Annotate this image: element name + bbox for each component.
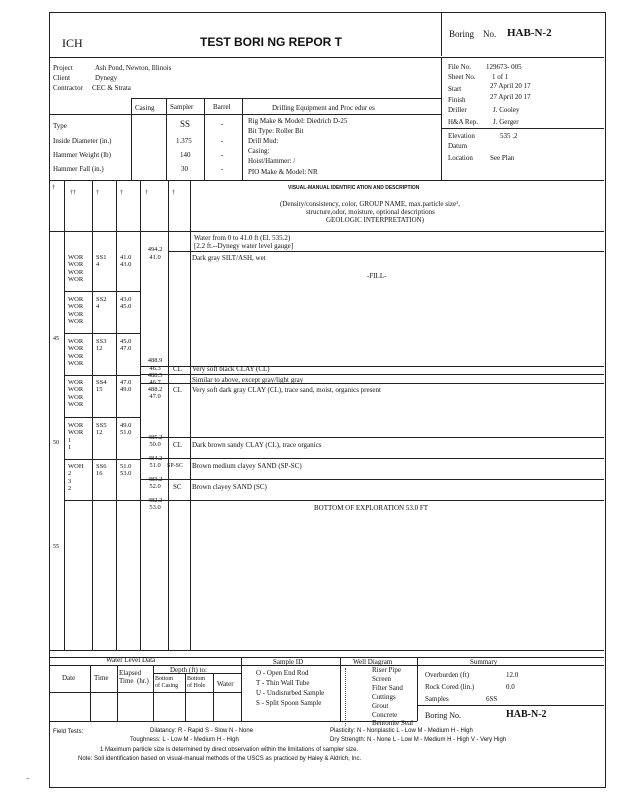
dry-strength-legend: Dry Strength: N - None L - Low M - Medium H - High V - Very High [330,737,507,743]
sample-6-blows: WOH 2 3 2 [68,463,84,492]
sample-1-blows: WOR WOR WOR WOR [68,254,84,283]
stratum-4-depth: 47.0 [149,393,161,400]
sheet-value: 1 of 1 [492,73,509,81]
boring-id: HAB-N-2 [507,27,552,39]
sample-4-blows: WOR WOR WOR WOR [68,379,84,408]
contractor-label: Contractor [53,84,83,92]
sample-6-depth: 51.0 53.0 [120,463,132,478]
stratum-2-symbol: CL [173,365,182,373]
side-footer-text: † [27,777,32,780]
stratum-3-desc: Similar to above, except gray/light gray [192,376,304,384]
depth-tick-50: 50 [53,440,59,446]
well-bentonite-seal: Bentonite Seal [372,719,414,727]
well-filter-sand: Filter Sand [372,684,403,692]
stratum-4-symbol: CL [173,386,182,394]
equip-barrel-weight: - [221,151,224,159]
sample-id-title: Sample ID [273,658,304,666]
stratum-8-elev: 482.2 [147,497,163,504]
casing-note: Casing: [248,147,270,155]
rep-value: J. Gerger [493,118,519,126]
col-sampler: Sampler [170,103,194,111]
overburden-label: Overburden (ft) [425,671,470,679]
depth-tick-55: 55 [53,544,59,550]
pio-make: PIO Make & Model: NR [248,168,318,176]
driller-value: J. Cooley [493,106,520,114]
contractor-value: CEC & Strata [92,84,131,92]
equip-barrel-diameter: - [221,137,224,145]
well-concrete: Concrete [372,711,398,719]
project-value: Ash Pond, Newton, Illinois [95,64,172,72]
stratum-6-desc: Brown medium clayey SAND (SP-SC) [192,462,302,470]
col-header-uscs: † [172,190,175,196]
description-line1: (Density/consistency, color, GROUP NAME, max.particle size¹, [280,200,460,208]
water-level-title: Water Level Data [106,656,156,664]
well-screen: Screen [372,675,392,683]
stratum-2-desc: Very soft black CLAY (CL) [192,365,270,373]
water-note-line2: [2.2 ft.--Dynegy water level gauge] [194,242,294,250]
col-header-recovery: † [120,190,123,196]
col-header-elev: † [145,190,148,196]
equip-sampler-diameter: 1.375 [176,137,192,145]
sample-id-open-end-rod: O - Open End Rod [256,669,309,677]
samples-value: 6SS [486,695,498,703]
sample-1-id: SS1 4 [96,254,107,269]
footer-boring-no-label: Boring No. [425,711,461,720]
sample-4-depth: 47.0 49.0 [120,379,132,394]
sample-2-depth: 43.0 45.0 [120,296,132,311]
file-no-label: File No. [448,63,471,71]
field-tests-label: Field Tests: [53,729,84,735]
client-label: Client [53,74,71,82]
col-header-blows: †† [70,190,76,196]
sample-3-id: SS3 12 [96,338,107,353]
boring-no-label: No. [483,29,497,39]
water-water-label: Water [217,680,234,688]
equip-label-diameter: Inside Diameter (in.) [53,137,112,145]
water-bottom-casing: Bottom of Casing [155,676,179,689]
stratum-6-depth: 51.0 [149,462,161,469]
equip-sampler-fall: 30 [181,165,188,173]
page-title: TEST BORI NG REPOR T [200,35,343,49]
well-grout: Grout [372,702,389,710]
description-line3: GEOLOGIC INTERPRETATION) [326,216,425,224]
stratum-7-desc: Brown clayey SAND (SC) [192,483,267,491]
water-note-line1: Water from 0 to 41.0 ft (El. 535.2) [194,234,291,242]
elevation-value: 535 .2 [500,132,518,140]
elevation-label: Elevation [448,132,475,140]
equip-sampler-type: SS [180,119,191,129]
col-header-depth: † [52,185,55,191]
toughness-legend: Toughness: L - Low M - Medium H - High [130,737,239,743]
well-cuttings: Cuttings [372,693,396,701]
stratum-2-depth: 46.3 [149,365,161,372]
col-header-sample: † [96,190,99,196]
start-value: 27 April 20 17 [490,82,531,90]
overburden-value: 12.0 [506,671,519,679]
sample-5-id: SS5 12 [96,422,107,437]
water-elapsed-label: Elapsed Time (hr.) [119,669,149,685]
sample-6-id: SS6 16 [96,463,107,478]
client-value: Dynegy [95,74,118,82]
particle-size-note: 1 Maximum particle size is determined by direct observation within the limitations of sampler size. [100,747,359,753]
identification-note: Note: Soil identification based on visual-manual methods of the USCS as practiced by Haley & Aldrich, Inc. [78,756,362,762]
stratum-7-symbol: SC [173,483,182,491]
sample-3-depth: 45.0 47.0 [120,338,132,353]
sample-3-blows: WOR WOR WOR WOR [68,338,84,367]
stratum-7-elev: 483.2 [147,476,163,483]
footer-boring-id: HAB-N-2 [506,709,547,720]
location-label: Location [448,154,473,162]
bit-type: Bit Type: Roller Bit [248,127,304,135]
company-logo: ICH [62,36,83,50]
col-barrel: Barrel [213,103,231,111]
fill-label: -FILL- [367,272,387,280]
equip-label-weight: Hammer Weight (lb) [53,151,112,159]
summary-title: Summary [470,658,498,666]
stratum-1-elev: 494.2 [147,246,163,253]
sample-id-undisturbed: U - Undisturbed Sample [256,689,325,697]
stratum-4-desc: Very soft dark gray CLAY (CL), trace sand, moist, organics present [192,386,381,394]
water-bottom-hole: Bottom of Hole [187,676,206,689]
rig-make: Rig Make & Model: Diedrich D-25 [248,117,348,125]
sample-2-id: SS2 4 [96,296,107,311]
stratum-1-depth: 41.0 [149,254,161,261]
sample-4-id: SS4 15 [96,379,107,394]
depth-tick-45: 45 [53,336,59,342]
location-value: See Plan [490,154,515,162]
equip-label-fall: Hammer Fall (in.) [53,165,104,173]
stratum-6-symbol: SP-SC [167,463,184,469]
rock-cored-value: 0.0 [506,683,515,691]
start-label: Start [448,85,462,93]
stratum-5-symbol: CL [173,441,182,449]
stratum-5-depth: 50.0 [149,441,161,448]
stratum-4-elev: 488.2 [147,386,163,393]
equip-barrel-fall: - [221,165,224,173]
equip-barrel-type: - [221,120,224,128]
stratum-2-elev: 488.9 [147,357,163,364]
well-symbol-column [345,668,366,726]
dilatancy-legend: Dilatancy: R - Rapid S - Slow N - None [150,728,254,734]
stratum-6-elev: 484.2 [147,455,163,462]
finish-label: Finish [448,96,466,104]
col-casing: Casing [135,104,155,112]
sample-id-split-spoon: S - Split Spoon Sample [256,699,322,707]
well-riser-pipe: Riser Pipe [372,666,401,674]
file-no-value: 129673- 005 [486,63,522,71]
equip-label-type: Type [53,122,67,130]
col-drilling: Drilling Equipment and Proc edur es [272,104,375,112]
datum-label: Datum [448,142,468,150]
sample-2-blows: WOR WOR WOR WOR [68,296,84,325]
plasticity-legend: Plasticity: N - Nonplastic L - Low M - Medium H - High [330,728,473,734]
water-depth-to-label: Depth (ft) to: [170,666,207,674]
stratum-5-elev: 485.2 [147,434,163,441]
drill-mud: Drill Mud: [248,137,279,145]
stratum-3-elev: 488.5 [147,372,163,379]
stratum-8-depth: 53.0 [149,504,161,511]
sample-1-depth: 41.0 43.0 [120,254,132,269]
description-line2: structure,odor, moisture, optional descriptions [306,208,435,216]
sheet-label: Sheet No. [448,73,476,81]
project-label: Project [53,64,73,72]
well-diagram-title: Well Diagram [353,658,393,666]
samples-label: Samples [425,695,449,703]
hoist: Hoist/Hammer: / [248,157,296,165]
sample-id-thin-wall: T - Thin Wall Tube [256,679,310,687]
boring-label: Boring [449,29,475,39]
sample-5-depth: 49.0 51.0 [120,422,132,437]
rep-label: H&A Rep. [448,118,478,126]
rock-cored-label: Rock Cored (lin.) [425,683,475,691]
stratum-5-desc: Dark brown sandy CLAY (CL), trace organics [192,441,322,449]
bottom-of-exploration: BOTTOM OF EXPLORATION 53.0 FT [314,504,429,512]
equip-sampler-weight: 140 [180,151,191,159]
sample-5-blows: WOR WOR 1 1 [68,422,84,451]
finish-value: 27 April 20 17 [490,93,531,101]
stratum-1-desc: Dark gray SILT/ASH, wet [192,254,266,262]
water-date-label: Date [62,674,76,682]
water-time-label: Time [94,674,109,682]
stratum-7-depth: 52.0 [149,483,161,490]
driller-label: Driller [448,106,467,114]
stratum-3-depth: 46.7 [149,379,161,386]
visual-manual-title: VISUAL-MANUAL IDENTIFIC ATION AND DESCRIPTION [288,185,420,191]
